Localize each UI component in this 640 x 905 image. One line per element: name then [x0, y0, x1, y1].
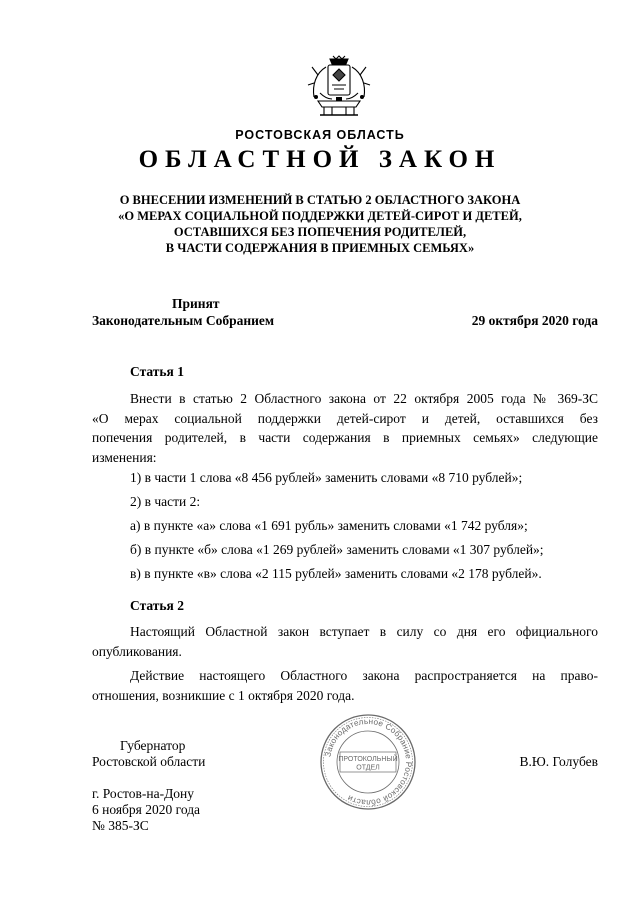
official-stamp [318, 712, 418, 812]
issue-date: 6 ноября 2020 года [92, 802, 201, 817]
text-line: Внести в статью 2 Областного закона от 22 октября 2005 года № 369-ЗС [130, 391, 598, 406]
law-number: № 385-ЗС [92, 818, 149, 833]
region-name: РОСТОВСКАЯ ОБЛАСТЬ [235, 128, 405, 142]
issue-city: г. Ростов-на-Дону [92, 786, 195, 801]
adoption-date: 29 октября 2020 года [471, 313, 598, 328]
amendment-item: 1) в части 1 слова «8 456 рублей» заменить словами «8 710 рублей»; [130, 470, 523, 485]
article-2-para-1 [92, 622, 598, 661]
subtitle-line: В ЧАСТИ СОДЕРЖАНИЯ В ПРИЕМНЫХ СЕМЬЯХ» [165, 241, 475, 255]
subtitle-line: ОСТАВШИХСЯ БЕЗ ПОПЕЧЕНИЯ РОДИТЕЛЕЙ, [173, 225, 467, 239]
document-type-title: ОБЛАСТНОЙ ЗАКОН [138, 146, 502, 173]
subtitle-line: О ВНЕСЕНИИ ИЗМЕНЕНИЙ В СТАТЬЮ 2 ОБЛАСТНОГО ЗАКОНА [119, 193, 521, 207]
text-line: Действие настоящего Областного закона распространяется на право- [130, 668, 598, 683]
adopted-by: Законодательным Собранием [92, 313, 275, 328]
text-line: изменения: [92, 449, 157, 465]
law-subtitle [0, 192, 640, 256]
article-2-heading: Статья 2 [130, 598, 184, 613]
stamp-ring-text: Законодательное Собрание Ростовской области [323, 716, 414, 808]
signatory-region: Ростовской области [92, 754, 206, 769]
coat-of-arms-emblem [306, 55, 372, 121]
text-line: отношения, возникшие с 1 октября 2020 года. [92, 687, 355, 703]
amendment-item: а) в пункте «а» слова «1 691 рубль» заменить словами «1 742 рубля»; [130, 518, 528, 533]
stamp-center-line: ПРОТОКОЛЬНЫЙ [338, 756, 398, 763]
signatory-title: Губернатор [120, 738, 186, 753]
amendment-item: в) в пункте «в» слова «2 115 рублей» заменить словами «2 178 рублей». [130, 566, 542, 581]
text-line: попечения родителей, в части содержания в приемных семьях» следующие [92, 430, 598, 445]
article-1-heading: Статья 1 [130, 364, 184, 379]
adopted-label: Принят [172, 296, 220, 311]
text-line: Настоящий Областной закон вступает в силу со дня его официального [130, 624, 598, 639]
stamp-center-line: ОТДЕЛ [356, 764, 380, 772]
article-1-intro [92, 389, 598, 467]
text-line: «О мерах социальной поддержки детей-сирот и детей, оставшихся без [92, 410, 598, 426]
amendment-item: 2) в части 2: [130, 494, 201, 509]
signatory-name: В.Ю. Голубев [519, 754, 598, 769]
subtitle-line: «О МЕРАХ СОЦИАЛЬНОЙ ПОДДЕРЖКИ ДЕТЕЙ-СИРОТ И ДЕТЕЙ, [118, 209, 522, 223]
text-line: опубликования. [92, 643, 182, 659]
amendment-item: б) в пункте «б» слова «1 269 рублей» заменить словами «1 307 рублей»; [130, 542, 544, 557]
article-2-para-2 [92, 666, 598, 705]
